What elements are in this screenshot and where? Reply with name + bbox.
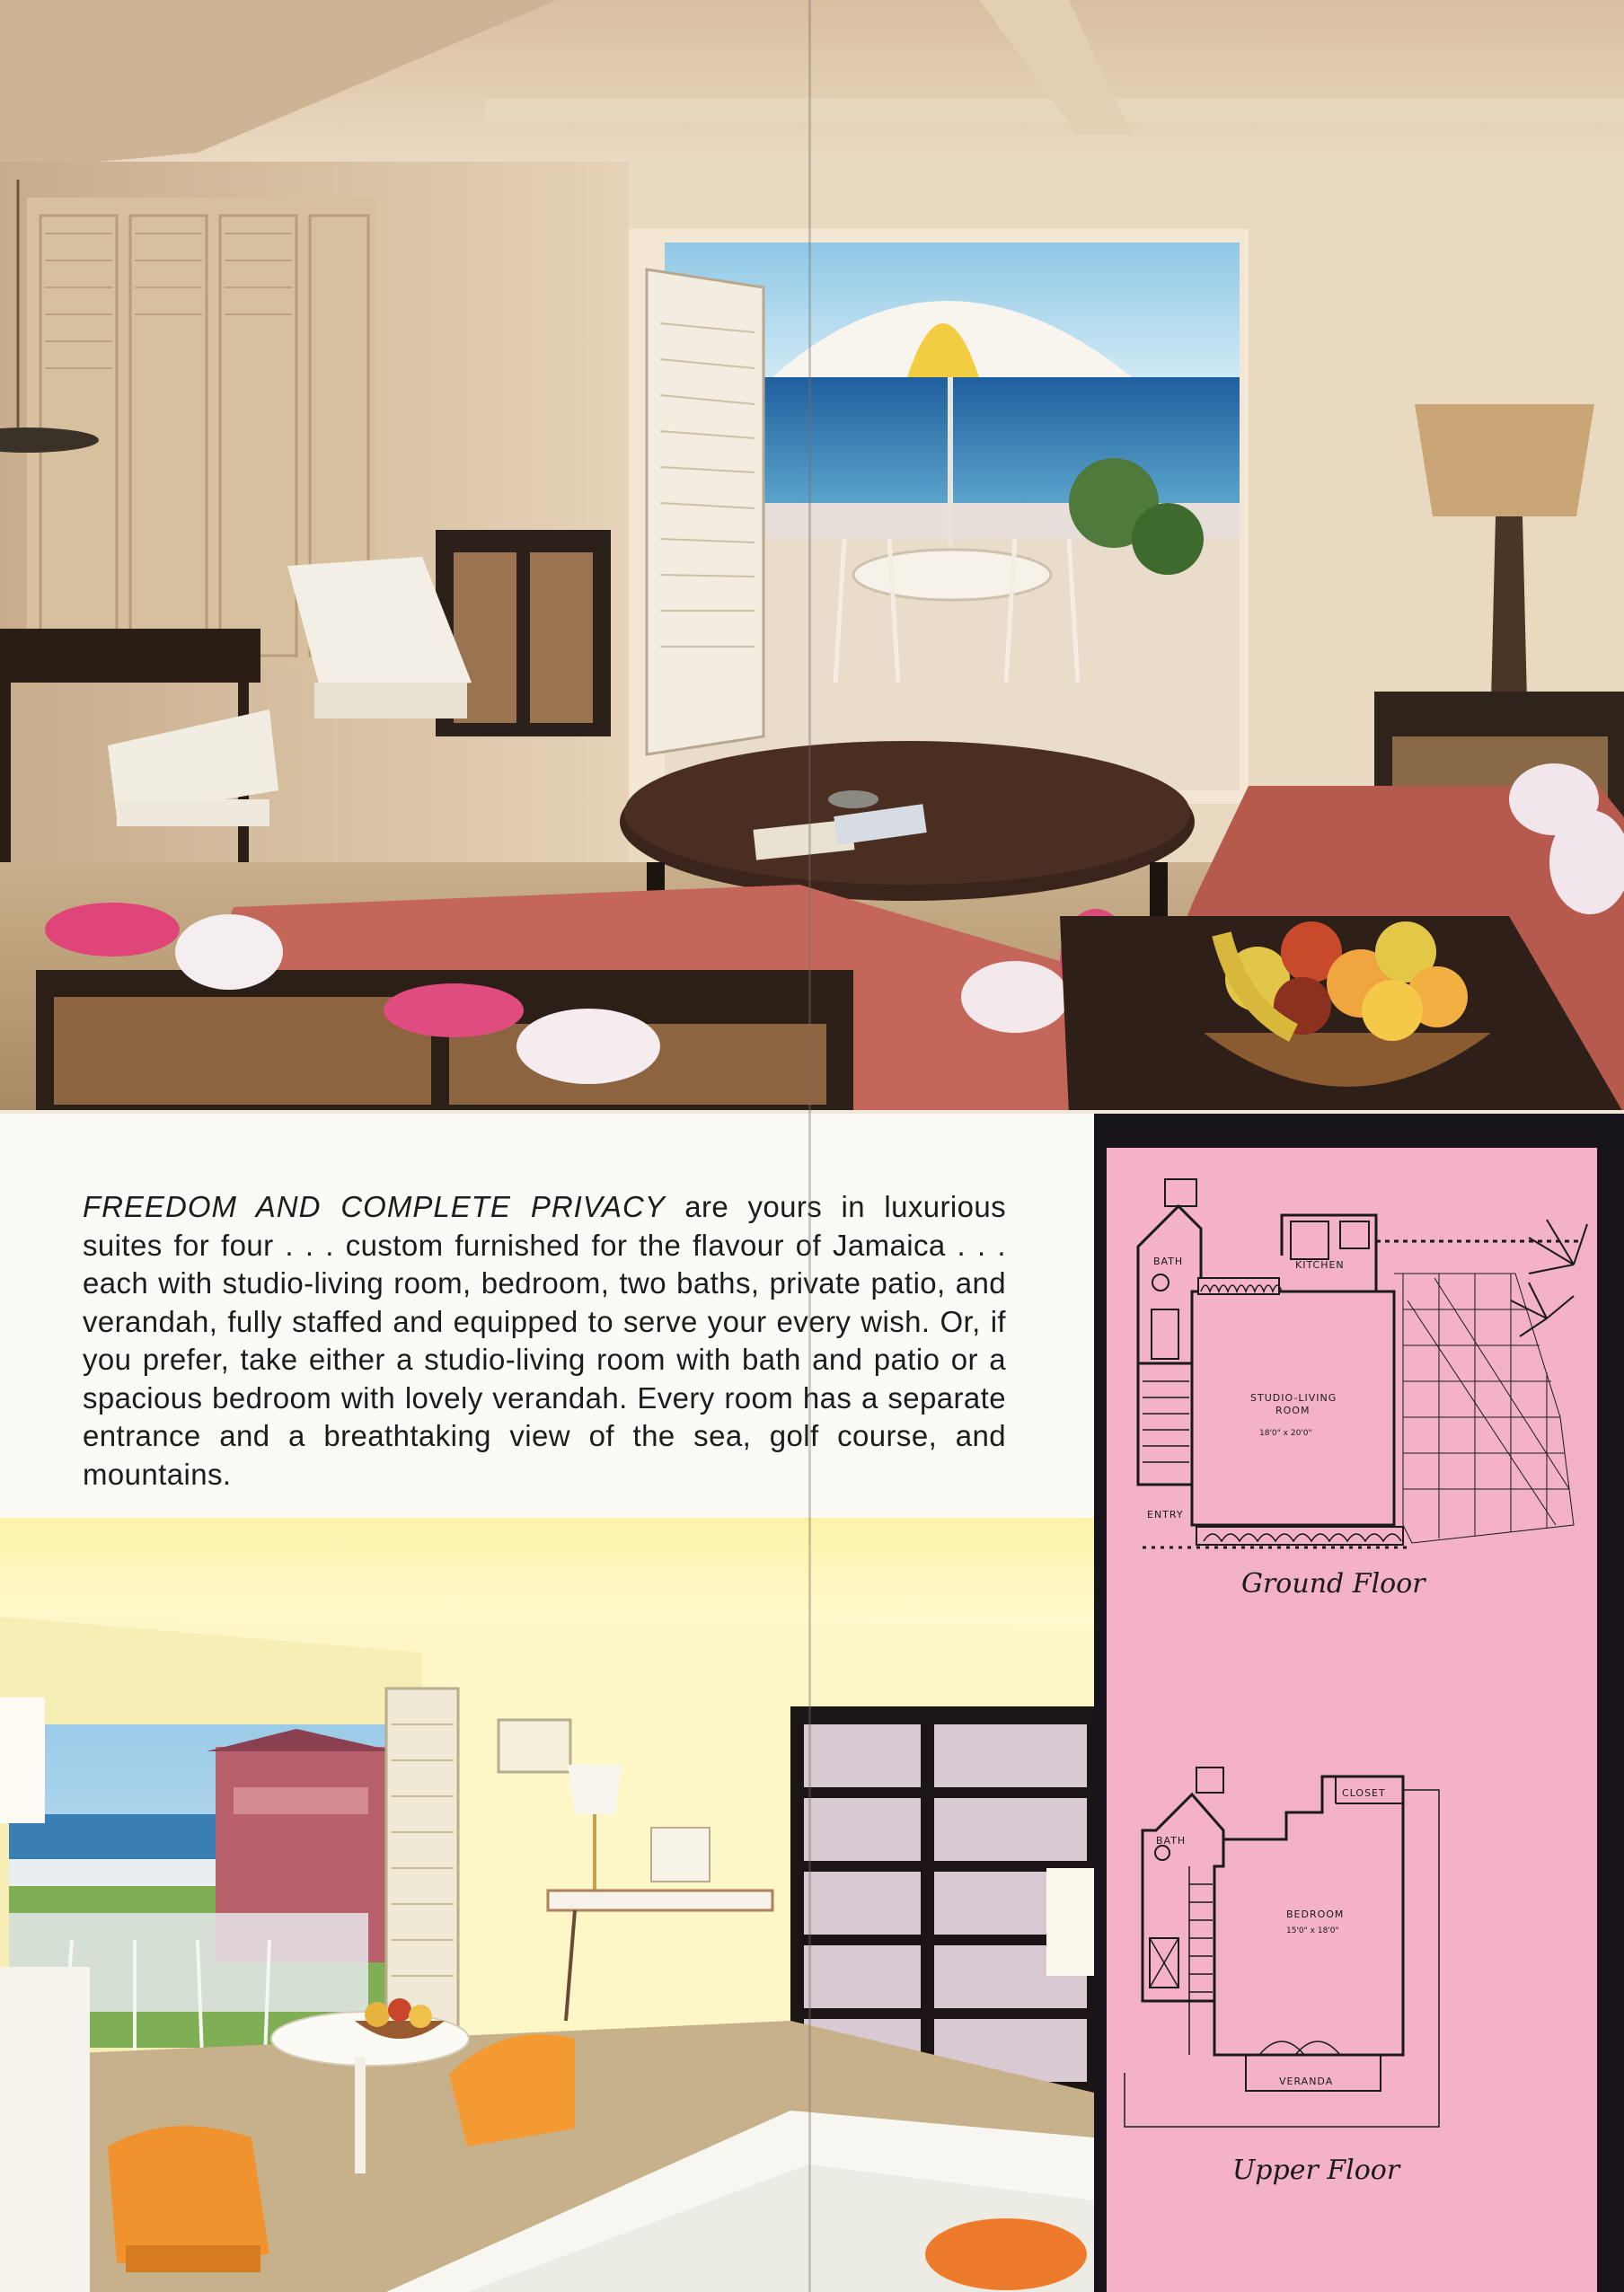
entry-label: ENTRY [1147, 1509, 1184, 1521]
kitchen-label: KITCHEN [1295, 1259, 1345, 1271]
floor-plan-drawing [1107, 1148, 1597, 2292]
upper-floor-title: Upper Floor [1232, 2155, 1400, 2186]
body-copy [83, 1188, 1006, 1494]
ground-floor-title: Ground Floor [1241, 1568, 1425, 1600]
studio-room-label-line2: ROOM [1275, 1405, 1311, 1416]
studio-room-dims: 18'0" x 20'0" [1259, 1429, 1312, 1438]
bedroom-photo [0, 1518, 1094, 2292]
living-room-photo [0, 0, 1624, 1114]
body-text: are yours in luxurious suites for four . . . custom furnished for the flavour of Jamaica . . . each with studio-living room, bedroom, two baths, private patio, and verandah, fully staffed and equipped to serve your every wish. Or, if you prefer, take either a studio-living room with bath and patio or a spacious bedroom with lovely verandah. Every room has a separate entrance and a breathtaking view of the sea, golf course, and mountains. [83, 1190, 1006, 1491]
lead-heading: FREEDOM AND COMPLETE PRIVACY [83, 1190, 666, 1223]
page-fold-crease [808, 0, 811, 2292]
veranda-label: VERANDA [1279, 2076, 1334, 2087]
bedroom-dims: 15'0" x 18'0" [1286, 1926, 1339, 1935]
ground-bath-label: BATH [1153, 1256, 1184, 1267]
description-block [0, 1114, 1094, 1518]
ground-floor-plan [1138, 1179, 1587, 1547]
studio-room-label-line1: STUDIO-LIVING [1250, 1392, 1337, 1404]
closet-label: CLOSET [1342, 1787, 1386, 1799]
upper-bath-label: BATH [1156, 1835, 1187, 1847]
upper-floor-plan [1125, 1767, 1439, 2127]
bedroom-label: BEDROOM [1286, 1909, 1345, 1920]
